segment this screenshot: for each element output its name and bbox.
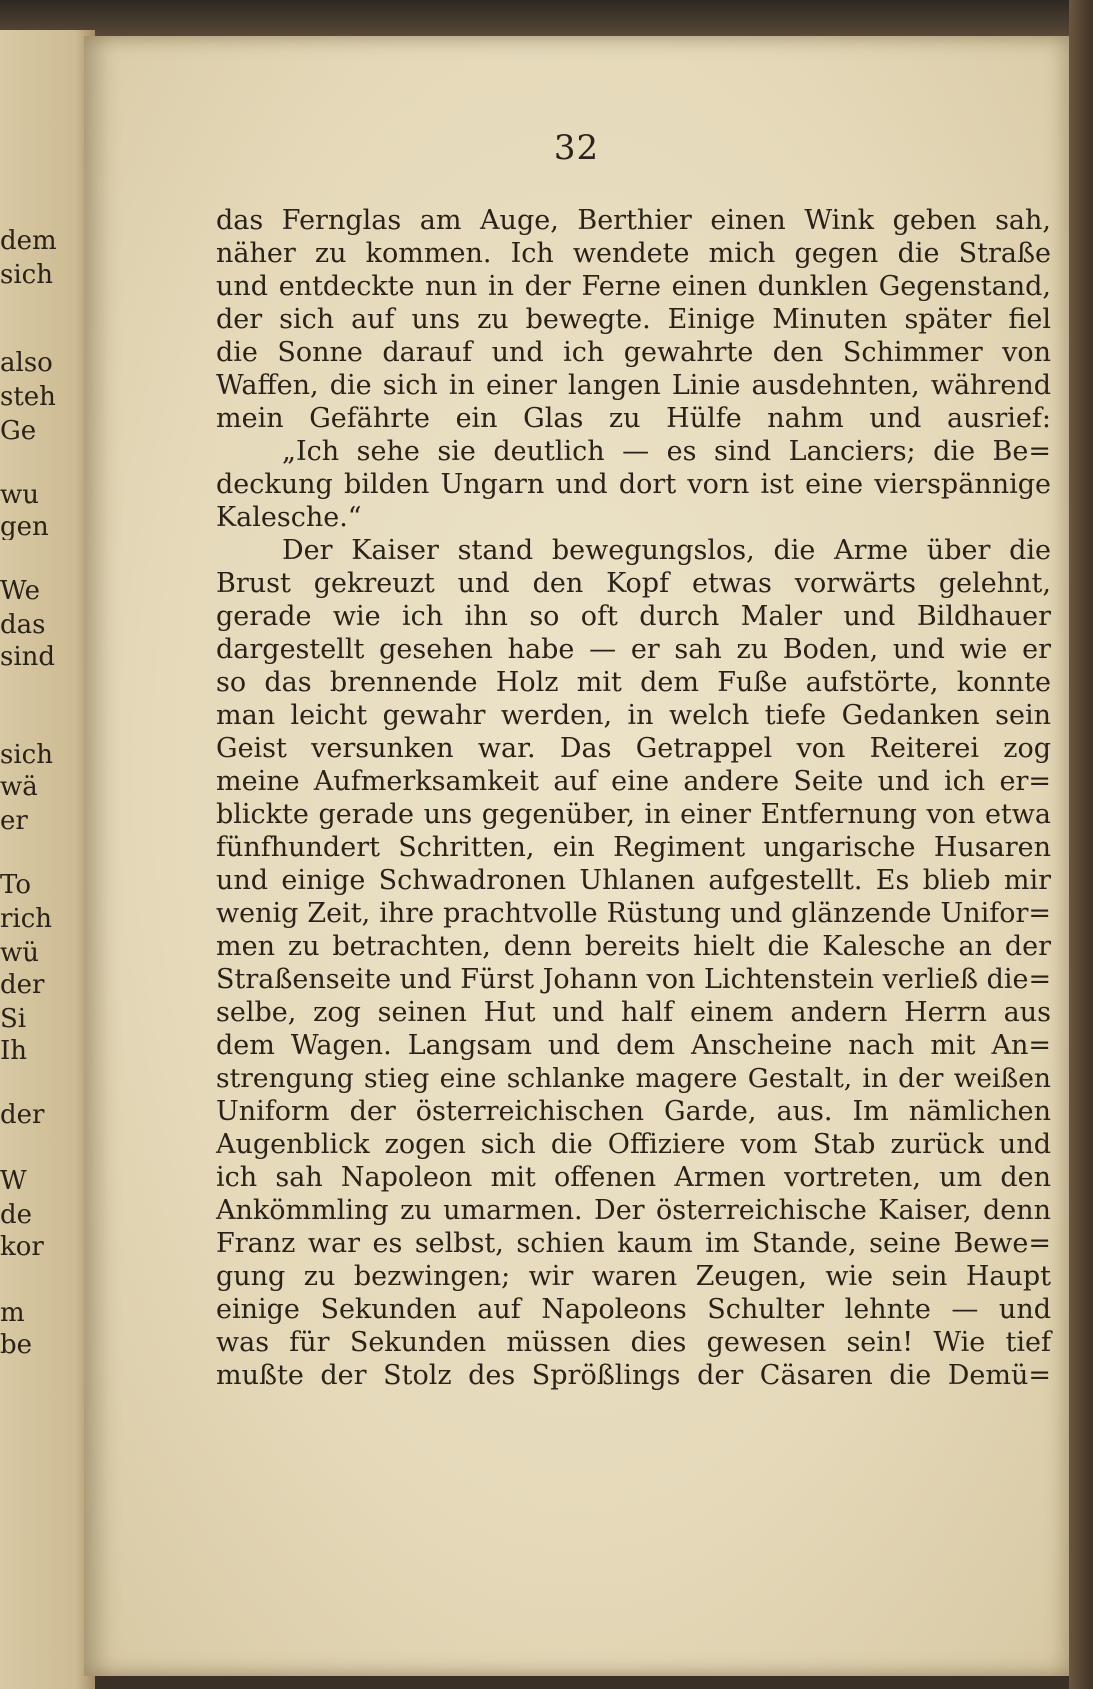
margin-fragment: dem bbox=[0, 228, 57, 254]
text-line: der sich auf uns zu bewegte. Einige Minuten später fiel bbox=[216, 304, 1051, 335]
text-line: die Sonne darauf und ich gewahrte den Schimmer von bbox=[216, 337, 1051, 368]
book-binding bbox=[0, 0, 1093, 40]
text-line: Uniform der österreichischen Garde, aus. Im nämlichen bbox=[216, 1096, 1051, 1127]
text-line: meine Aufmerksamkeit auf eine andere Seite und ich er= bbox=[216, 766, 1051, 797]
body-text bbox=[216, 204, 1052, 1504]
text-line: blickte gerade uns gegenüber, in einer Entfernung von etwa bbox=[216, 799, 1051, 830]
text-line: ich sah Napoleon mit offenen Armen vortreten, um den bbox=[216, 1162, 1051, 1193]
margin-fragment: steh bbox=[0, 384, 56, 410]
margin-fragment: Ih bbox=[0, 1038, 28, 1064]
margin-fragment: rich bbox=[0, 906, 53, 932]
text-line: Ankömmling zu umarmen. Der österreichische Kaiser, denn bbox=[216, 1195, 1051, 1226]
text-line: Der Kaiser stand bewegungslos, die Arme über die bbox=[282, 535, 1051, 566]
text-line: wenig Zeit, ihre prachtvolle Rüstung und glänzende Unifor= bbox=[216, 898, 1051, 929]
text-line: man leicht gewahr werden, in welch tiefe Gedanken sein bbox=[216, 700, 1051, 731]
previous-page-edge bbox=[0, 30, 95, 1689]
margin-fragment: de bbox=[0, 1202, 33, 1228]
margin-fragment: also bbox=[0, 350, 53, 376]
margin-fragment: sind bbox=[0, 644, 56, 670]
text-line: Straßenseite und Fürst Johann von Lichtenstein verließ die= bbox=[216, 964, 1052, 995]
text-line: Augenblick zogen sich die Offiziere vom Stab zurück und bbox=[216, 1129, 1051, 1160]
margin-fragment: sich bbox=[0, 742, 53, 768]
margin-fragment: To bbox=[0, 872, 31, 898]
text-line: so das brennende Holz mit dem Fuße aufstörte, konnte bbox=[216, 667, 1051, 698]
text-line: dem Wagen. Langsam und dem Anscheine nach mit An= bbox=[216, 1030, 1051, 1061]
text-line: Franz war es selbst, schien kaum im Stande, seine Bewe= bbox=[216, 1228, 1051, 1259]
text-line: einige Sekunden auf Napoleons Schulter lehnte — und bbox=[216, 1294, 1051, 1325]
text-line: Waffen, die sich in einer langen Linie ausdehnten, während bbox=[216, 370, 1051, 401]
margin-fragment: wü bbox=[0, 940, 39, 966]
text-line: men zu betrachten, denn bereits hielt die Kalesche an der bbox=[216, 931, 1051, 962]
margin-fragment: der bbox=[0, 1102, 45, 1128]
text-line: strengung stieg eine schlanke magere Gestalt, in der weißen bbox=[216, 1063, 1051, 1094]
text-line: gerade wie ich ihn so oft durch Maler und Bildhauer bbox=[216, 601, 1051, 632]
text-line: dargestellt gesehen habe — er sah zu Boden, und wie er bbox=[216, 634, 1051, 665]
text-line: das Fernglas am Auge, Berthier einen Wink geben sah, bbox=[216, 205, 1051, 236]
text-line: „Ich sehe sie deutlich — es sind Lanciers; die Be= bbox=[282, 436, 1051, 467]
text-line: fünfhundert Schritten, ein Regiment ungarische Husaren bbox=[216, 832, 1051, 863]
margin-fragment: wä bbox=[0, 774, 38, 800]
margin-fragment: der bbox=[0, 972, 45, 998]
margin-fragment: sich bbox=[0, 262, 53, 288]
margin-fragment: W bbox=[0, 1168, 27, 1194]
text-line: was für Sekunden müssen dies gewesen sein! Wie tief bbox=[216, 1327, 1051, 1358]
text-line: selbe, zog seinen Hut und half einem andern Herrn aus bbox=[216, 997, 1051, 1028]
margin-fragment: m bbox=[0, 1300, 25, 1326]
text-line: Geist versunken war. Das Getrappel von Reiterei zog bbox=[216, 733, 1051, 764]
margin-fragment: das bbox=[0, 612, 46, 638]
margin-fragment: kor bbox=[0, 1234, 44, 1260]
text-line: Brust gekreuzt und den Kopf etwas vorwärts gelehnt, bbox=[216, 568, 1051, 599]
margin-fragment: Si bbox=[0, 1006, 27, 1032]
text-line: mein Gefährte ein Glas zu Hülfe nahm und ausrief: bbox=[216, 403, 1051, 434]
text-line: mußte der Stolz des Sprößlings der Cäsaren die Demü= bbox=[216, 1360, 1051, 1391]
text-line: Kalesche.“ bbox=[216, 502, 362, 533]
margin-fragment: er bbox=[0, 808, 28, 834]
book-cover-edge bbox=[1069, 0, 1093, 1689]
text-line: gung zu bezwingen; wir waren Zeugen, wie sein Haupt bbox=[216, 1261, 1051, 1292]
margin-fragment: gen bbox=[0, 514, 49, 540]
page-number: 32 bbox=[553, 128, 600, 168]
text-line: deckung bilden Ungarn und dort vorn ist eine vierspännige bbox=[216, 469, 1051, 500]
text-line: und einige Schwadronen Uhlanen aufgestellt. Es blieb mir bbox=[216, 865, 1051, 896]
margin-fragment: Ge bbox=[0, 418, 37, 444]
text-line: näher zu kommen. Ich wendete mich gegen die Straße bbox=[216, 238, 1051, 269]
book-page bbox=[84, 36, 1069, 1676]
margin-fragment: be bbox=[0, 1332, 33, 1358]
margin-fragment: We bbox=[0, 578, 40, 604]
text-line: und entdeckte nun in der Ferne einen dunklen Gegenstand, bbox=[216, 271, 1051, 302]
margin-fragment: wu bbox=[0, 482, 39, 508]
